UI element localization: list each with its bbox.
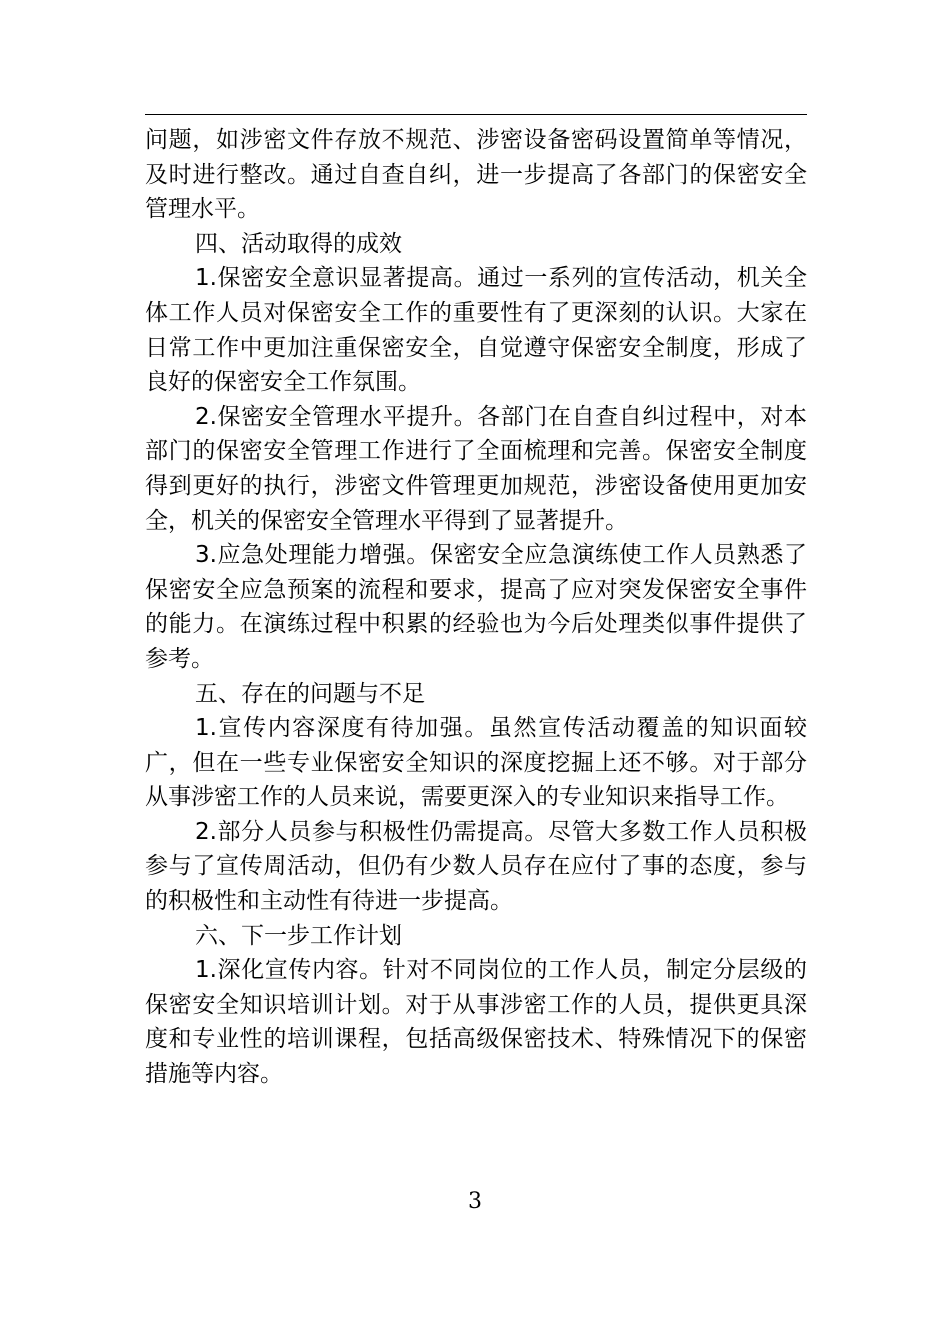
paragraph-awareness-improved: 1.保密安全意识显著提高。通过一系列的宣传活动，机关全体工作人员对保密安全工作的重要性有了更深刻的认识。大家在日常工作中更加注重保密安全，自觉遵守保密安全制度，形成了良好的保密安全工作氛围。 [145,265,807,396]
paragraph-continued-self-check: 问题，如涉密文件存放不规范、涉密设备密码设置简单等情况，及时进行整改。通过自查自纠，进一步提高了各部门的保密安全管理水平。 [145,127,807,223]
page-number: 3 [468,1189,482,1214]
paragraph-management-improved: 2.保密安全管理水平提升。各部门在自查自纠过程中，对本部门的保密安全管理工作进行了全面梳理和完善。保密安全制度得到更好的执行，涉密文件管理更加规范，涉密设备使用更加安全，机关的保密安全管理水平得到了显著提升。 [145,403,807,534]
section-heading-problems: 五、存在的问题与不足 [195,680,425,707]
paragraph-deepen-content: 1.深化宣传内容。针对不同岗位的工作人员，制定分层级的保密安全知识培训计划。对于从事涉密工作的人员，提供更具深度和专业性的培训课程，包括高级保密技术、特殊情况下的保密措施等内容。 [145,957,807,1088]
paragraph-participation: 2.部分人员参与积极性仍需提高。尽管大多数工作人员积极参与了宣传周活动，但仍有少数人员存在应付了事的态度，参与的积极性和主动性有待进一步提高。 [145,818,807,915]
section-heading-achievements: 四、活动取得的成效 [195,230,402,257]
section-heading-next-steps: 六、下一步工作计划 [195,922,402,949]
paragraph-emergency-capability: 3.应急处理能力增强。保密安全应急演练使工作人员熟悉了保密安全应急预案的流程和要求，提高了应对突发保密安全事件的能力。在演练过程中积累的经验也为今后处理类似事件提供了参考。 [145,542,807,672]
header-rule [145,114,807,115]
paragraph-content-depth: 1.宣传内容深度有待加强。虽然宣传活动覆盖的知识面较广，但在一些专业保密安全知识的深度挖掘上还不够。对于部分从事涉密工作的人员来说，需要更深入的专业知识来指导工作。 [145,715,807,811]
document-body [145,123,807,1092]
